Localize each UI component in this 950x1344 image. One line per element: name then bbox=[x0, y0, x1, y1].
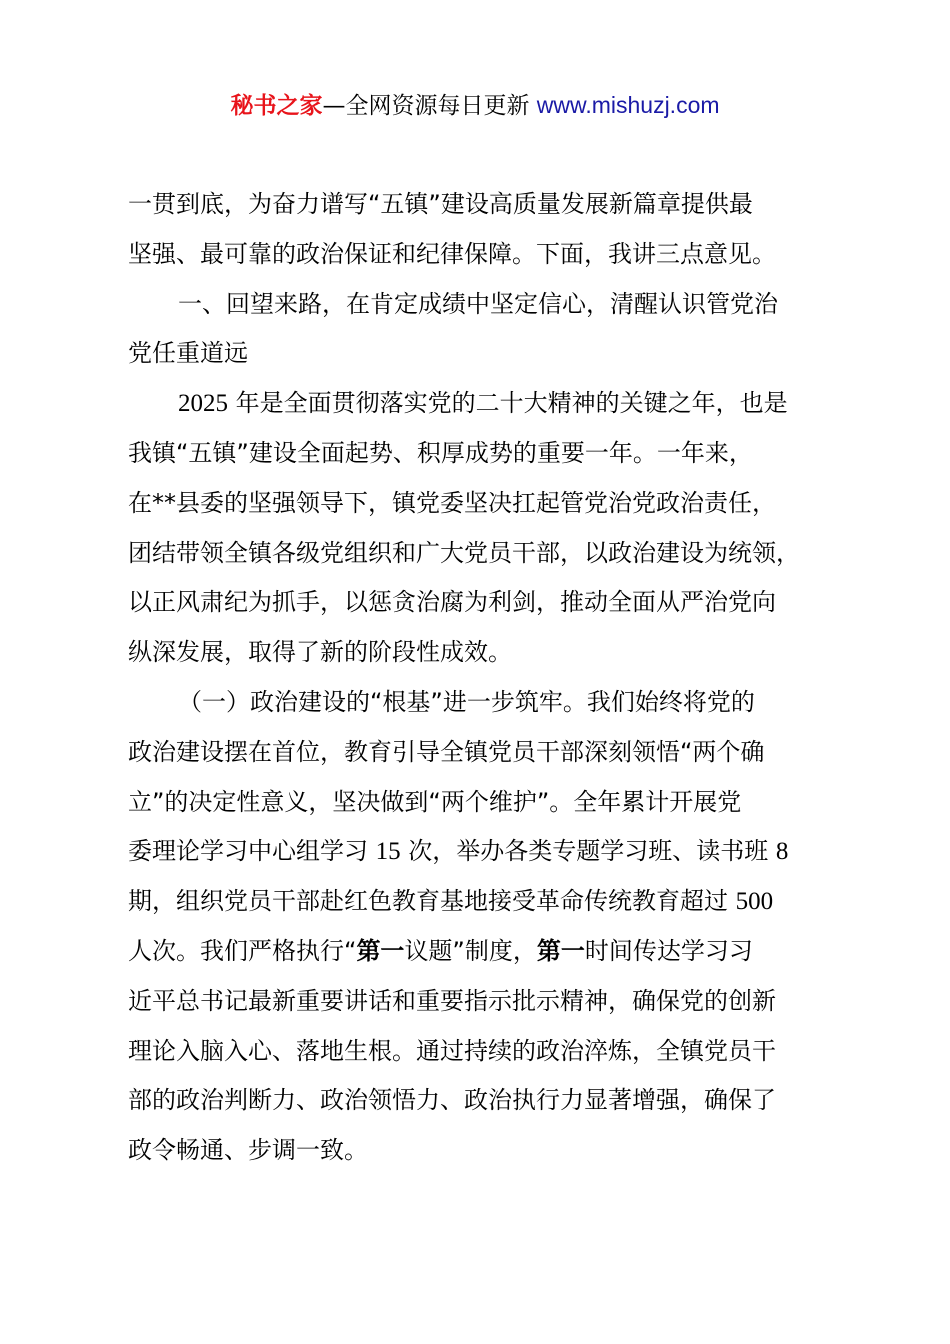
site-header bbox=[0, 88, 950, 123]
text-line: 一贯到底，为奋力谱写“五镇”建设高质量发展新篇章提供最 bbox=[128, 190, 753, 218]
text-line: 立”的决定性意义，坚决做到“两个维护”。全年累计开展党 bbox=[128, 787, 742, 816]
text-line: 近平总书记最新重要讲话和重要指示批示精神，确保党的创新 bbox=[128, 986, 776, 1015]
text-line: 政令畅通、步调一致。 bbox=[128, 1136, 368, 1165]
text-segment: 人次。我们严格执行“ bbox=[128, 936, 357, 965]
text-line: 部的政治判断力、政治领悟力、政治执行力显著增强，确保了 bbox=[128, 1086, 776, 1115]
site-url-link[interactable]: www.mishuzj.com bbox=[536, 92, 720, 118]
count-number: 8 bbox=[775, 838, 789, 866]
text-line: 在**县委的坚强领导下，镇党委坚决扛起管党治党政治责任， bbox=[128, 488, 776, 517]
text-segment: 议题”制度， bbox=[404, 936, 537, 965]
text-line: 纵深发展，取得了新的阶段性成效。 bbox=[128, 638, 512, 667]
text-segment: 期，组织党员干部赴红色教育基地接受革命传统教育超过 bbox=[128, 887, 736, 916]
document-body bbox=[128, 180, 858, 1176]
text-line bbox=[128, 827, 858, 877]
text-line bbox=[128, 927, 858, 977]
text-line: 政治建设摆在首位，教育引导全镇党员干部深刻领悟“两个确 bbox=[128, 737, 765, 766]
year-number: 2025 bbox=[178, 390, 228, 418]
text-segment: 次，举办各类专题学习班、读书班 bbox=[400, 837, 776, 866]
text-line: 团结带领全镇各级党组织和广大党员干部，以政治建设为统领， bbox=[128, 538, 800, 567]
text-line bbox=[128, 379, 858, 429]
text-segment: 委理论学习中心组学习 bbox=[128, 837, 376, 866]
text-line: 理论入脑入心、落地生根。通过持续的政治淬炼，全镇党员干 bbox=[128, 1036, 776, 1065]
site-slogan: —全网资源每日更新 bbox=[322, 93, 537, 119]
text-segment: 年是全面贯彻落实党的二十大精神的关键之年，也是 bbox=[228, 389, 788, 418]
text-line bbox=[128, 877, 858, 927]
text-line: 我镇“五镇”建设全面起势、积厚成势的重要一年。一年来， bbox=[128, 438, 753, 467]
emphasis-text: 第一 bbox=[536, 936, 585, 965]
section-heading-line: 一、回望来路，在肯定成绩中坚定信心，清醒认识管党治 bbox=[178, 289, 778, 318]
count-number: 500 bbox=[735, 888, 774, 916]
section-heading-line: 党任重道远 bbox=[128, 339, 248, 368]
text-line: 坚强、最可靠的政治保证和纪律保障。下面，我讲三点意见。 bbox=[128, 239, 776, 268]
emphasis-text: 第一 bbox=[356, 936, 405, 965]
count-number: 15 bbox=[375, 838, 401, 866]
site-brand: 秘书之家 bbox=[230, 93, 323, 119]
subsection-heading-line: （一）政治建设的“根基”进一步筑牢。我们始终将党的 bbox=[178, 687, 755, 716]
text-line: 以正风肃纪为抓手，以惩贪治腐为利剑，推动全面从严治党向 bbox=[128, 588, 776, 617]
text-segment: 时间传达学习习 bbox=[584, 936, 753, 965]
